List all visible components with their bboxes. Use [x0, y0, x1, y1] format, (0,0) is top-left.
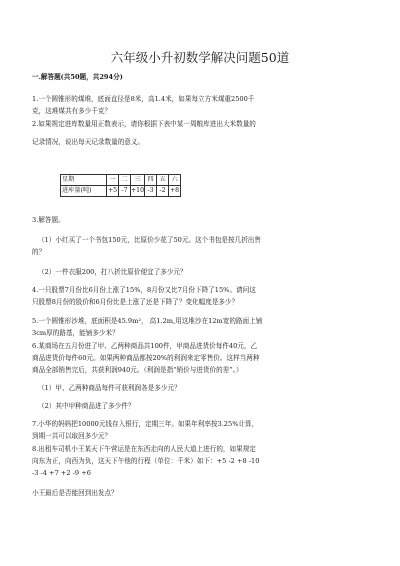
grain-record-table [60, 174, 181, 197]
question-6-2: （2）其中甲种商品进了多少件？ [38, 402, 135, 410]
table-cell: 六 [169, 175, 181, 186]
question-3-1-line-1: （1）小红买了一个书包150元，比原价少花了50元。这个书包是按几折出售 [38, 236, 261, 244]
question-3-heading: 3.解答题。 [32, 216, 65, 224]
table-cell: 四 [145, 175, 157, 186]
question-3-2: （2）一件衣服200，打八折比原价便宜了多少元？ [38, 268, 187, 276]
question-8-line-3: -3 -4 +7 +2 -9 +6 [32, 469, 91, 477]
question-2-line-2: 记录情况，说出每天记录数量的意义。 [32, 138, 145, 146]
table-row [61, 175, 181, 186]
table-cell: 进库量(吨) [61, 186, 107, 197]
table-cell: +10 [131, 186, 145, 197]
question-8-line-2: 向东为正，向西为负，这天下午他的行程（单位：千米）如下：+5 -2 +8 -10 [32, 457, 260, 465]
table-cell: 星期 [61, 175, 107, 186]
question-6-line-1: 6.某商场在五月份进了甲、乙两种商品共100件，甲商品进货价每件40元，乙 [32, 342, 258, 350]
page-title: 六年级小升初数学解决问题50道 [110, 50, 290, 65]
table-cell: -7 [119, 186, 131, 197]
question-7-line-2: 到期一共可以取回多少元？ [32, 432, 112, 440]
question-8-line-4: 小王最后是否能回到出发点？ [32, 489, 118, 497]
question-7-line-1: 7.小华的妈妈把10000元钱存入银行，定期三年。如果年利率按3.25%计算， [32, 420, 259, 428]
table-cell: 一 [107, 175, 119, 186]
table-cell: +5 [107, 186, 119, 197]
section-heading: 一.解答题(共50题，共294分) [32, 73, 123, 81]
question-4-line-2: 只股票8月份的股价和6月份比是上涨了还是下降了？变化幅度是多少？ [32, 298, 239, 306]
table-row [61, 186, 181, 197]
table-cell: 二 [119, 175, 131, 186]
question-3-1-line-2: 的？ [32, 248, 46, 256]
question-6-line-2: 商品进货价每件60元。如果两种商品都按20%的利润来定零售价。这样当两种 [32, 354, 260, 362]
question-1-line-1: 1.一个圆锥形的煤堆，底面直径是8米，高1.4米，如果每立方米煤重2500千 [32, 95, 255, 103]
question-5-line-2: 3cm厚的路基，能铺多少米？ [32, 329, 119, 337]
question-4-line-1: 4.一只股票7月份比6月份上涨了15%，8月份又比7月份下降了15%。请问这 [32, 286, 256, 294]
question-6-line-3: 商品全部销售完后，共获利润940元。（利润是指“销价与进货价的差”。） [32, 366, 243, 374]
question-1-line-2: 克，这堆煤共有多少千克？ [32, 107, 112, 115]
table-cell: 五 [157, 175, 169, 186]
question-6-1: （1）甲、乙两种商品每件可获利润各是多少元？ [38, 384, 181, 392]
question-2-line-1: 2.如果规定进库数量用正数表示，请你根据下表中某一周粮库进出大米数量的 [32, 120, 256, 128]
table-cell: -2 [157, 186, 169, 197]
table-cell: 三 [131, 175, 145, 186]
table-cell: -3 [145, 186, 157, 197]
question-8-line-1: 8.出租车司机小王某天下午营运是在东西走向的人民大道上进行的，如果规定 [32, 445, 256, 453]
table-cell: +8 [169, 186, 181, 197]
question-5-line-1: 5.一个圆锥形沙堆，底面积是45.9m²， 高1.2m,用这堆沙在12m宽的路面上铺 [32, 317, 263, 325]
